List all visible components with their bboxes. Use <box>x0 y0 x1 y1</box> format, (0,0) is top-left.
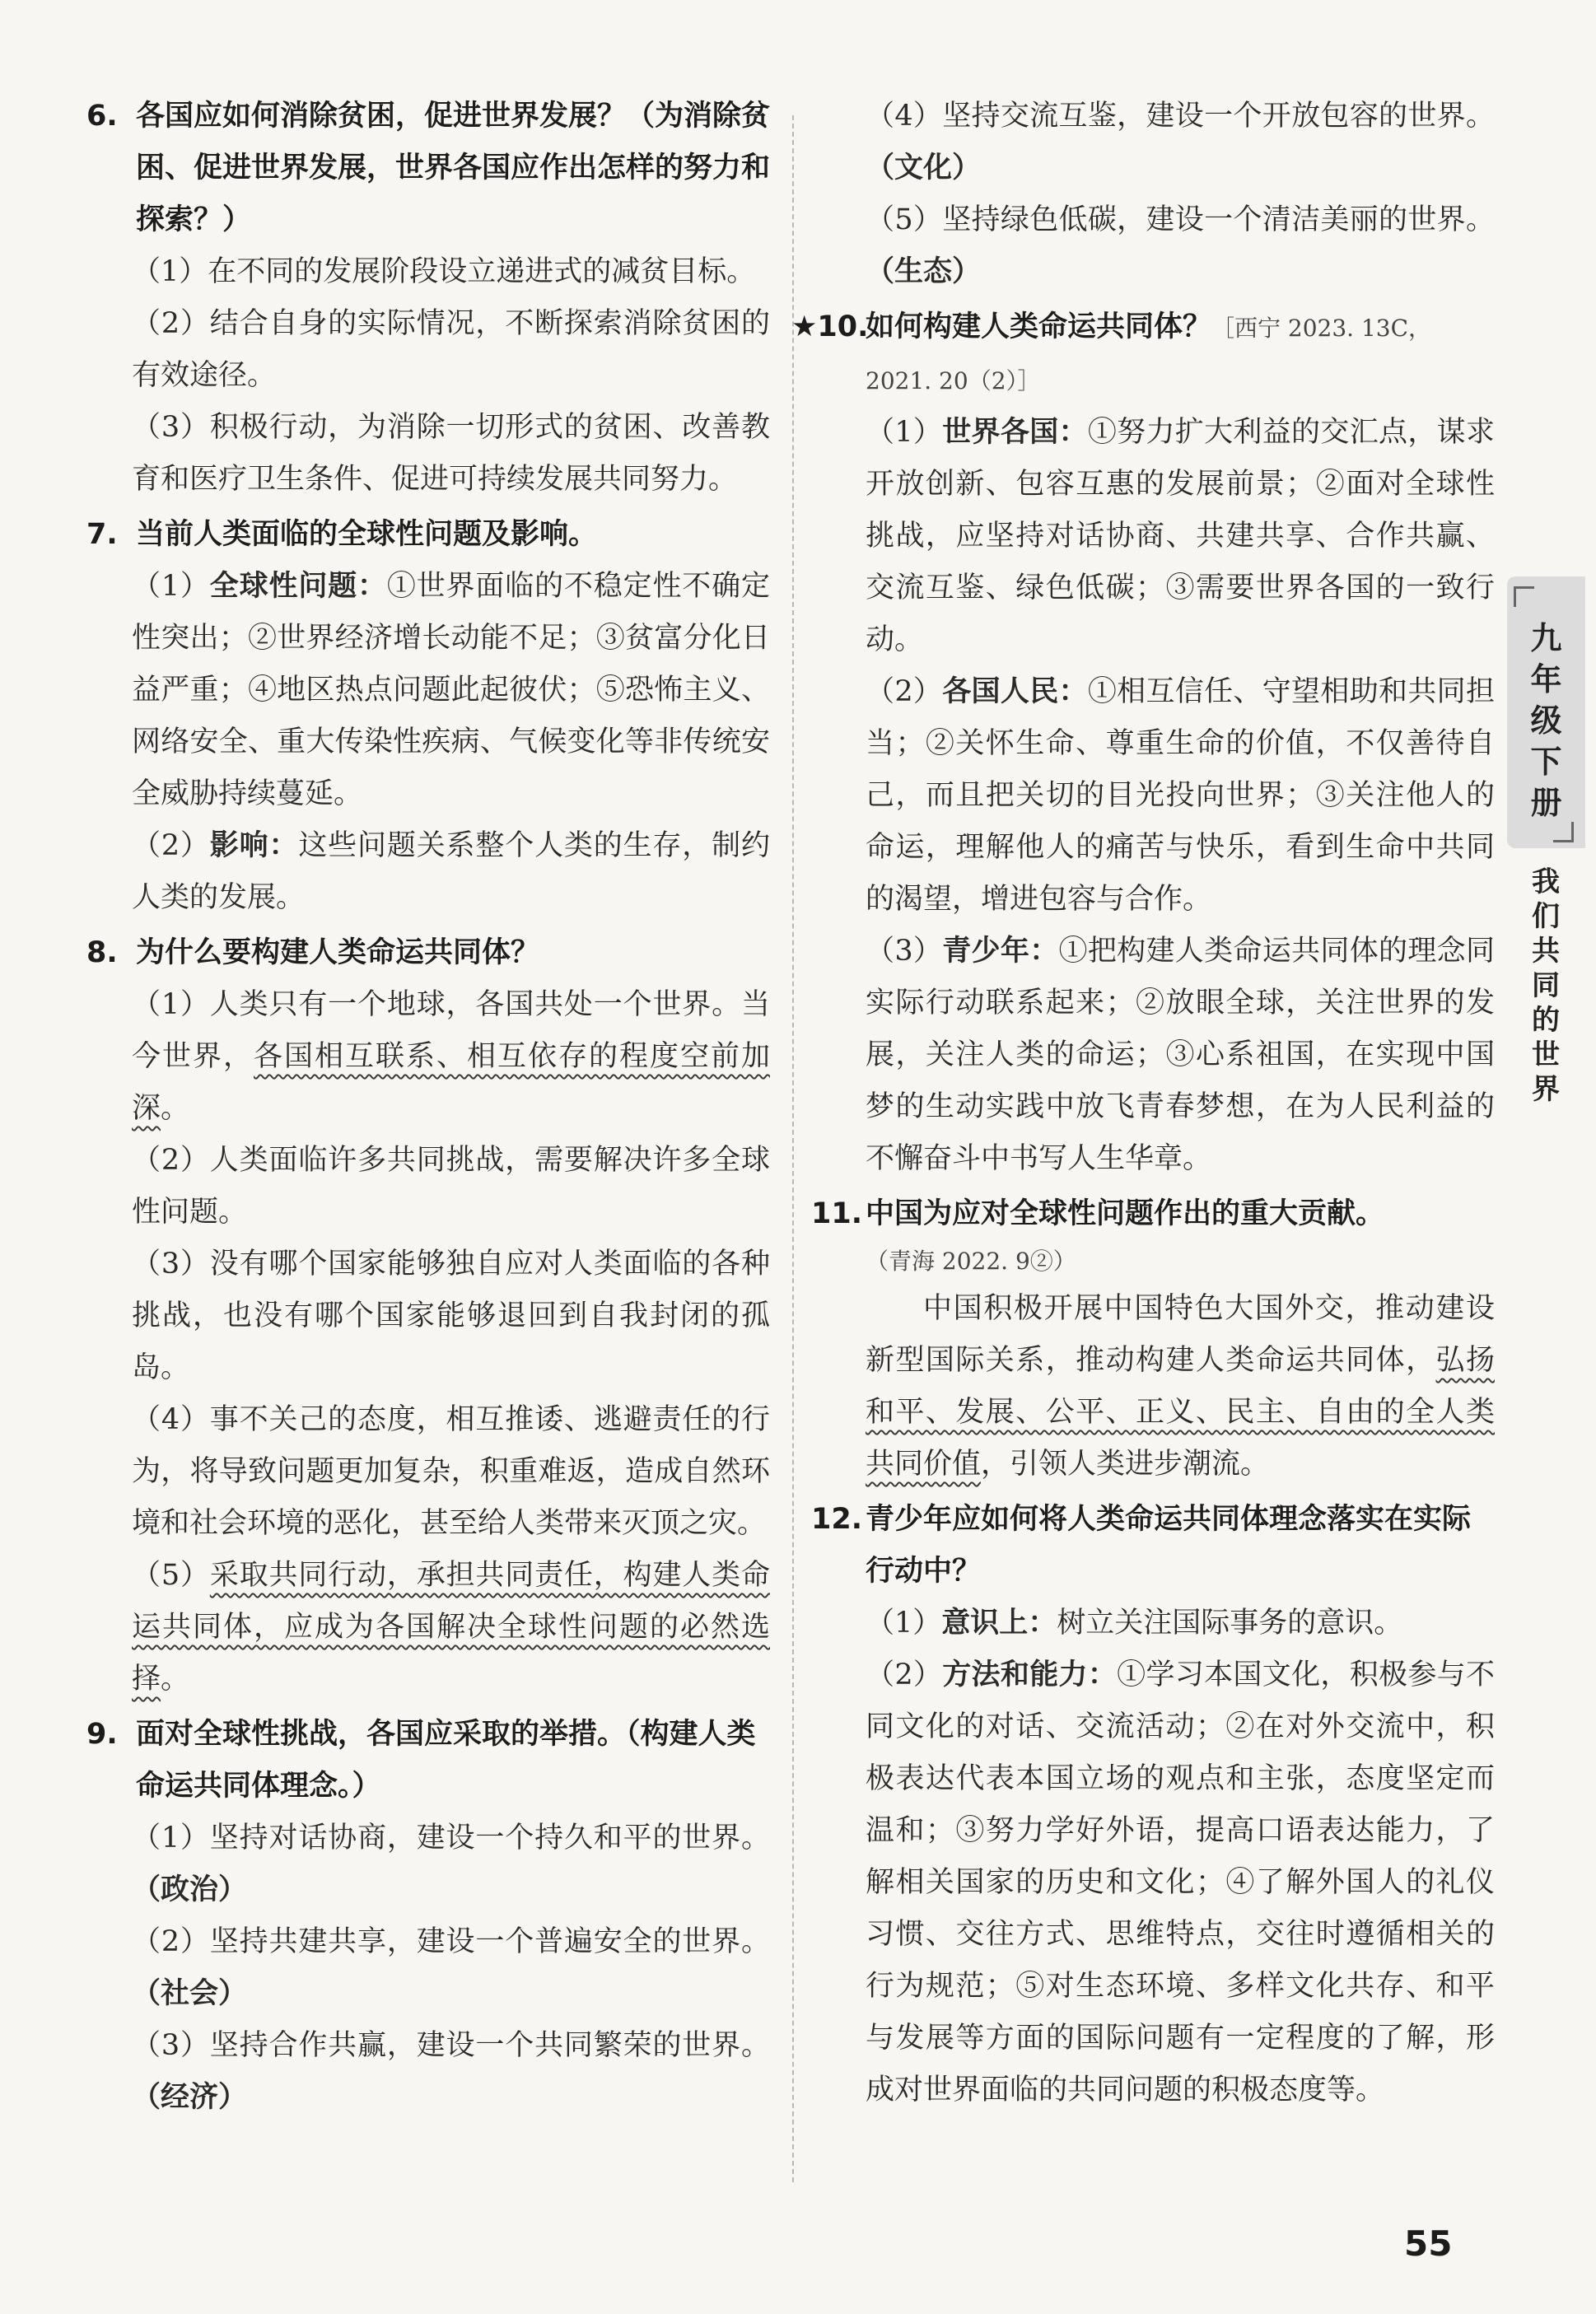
tab-bracket-bottom <box>1553 822 1574 842</box>
page-number: 55 <box>1404 2223 1453 2264</box>
unit-label: 我们共同的世界 <box>1532 865 1560 1106</box>
question-6 <box>86 91 770 506</box>
left-column <box>86 91 770 2127</box>
tab-bracket-top <box>1514 586 1534 607</box>
question-text: 当前人类面临的全球性问题及影响。 <box>136 518 598 551</box>
answer-item <box>86 1550 770 1705</box>
item-text: （1）人类只有一个地球，各国共处一个世界。当今世界， <box>132 988 770 1073</box>
answer-item <box>811 91 1495 194</box>
question-number: 8. <box>86 936 118 969</box>
item-lead: 世界各国： <box>942 416 1088 449</box>
exam-reference: （青海 2022. 9②） <box>866 1248 1076 1275</box>
item-tag: （政治） <box>132 1873 248 1906</box>
item-text: ①把构建人类命运共同体的理念同实际行动联系起来；②放眼全球，关注世界的发展，关注人类的命运；③心系祖国，在实现中国梦的生动实践中放飞青春梦想，在为人民利益的不懈奋斗中书写人生华章。 <box>866 935 1495 1175</box>
answer-item: （3）没有哪个国家能够独自应对人类面临的各种挑战，也没有哪个国家能够退回到自我封闭的孤岛。 <box>132 1248 770 1384</box>
question-title <box>811 1494 1495 1598</box>
item-lead: 青少年： <box>942 935 1059 968</box>
answer-item <box>86 979 770 1135</box>
question-text: 为什么要构建人类命运共同体？ <box>136 936 540 969</box>
question-number: 7. <box>86 518 118 551</box>
item-lead: 意识上： <box>941 1607 1057 1640</box>
question-title <box>811 1188 1495 1240</box>
question-9 <box>86 1709 770 2124</box>
question-number: ★10. <box>791 310 869 343</box>
item-lead: 方法和能力： <box>942 1659 1118 1691</box>
answer-item <box>86 561 770 820</box>
question-8 <box>86 927 770 1705</box>
item-prefix: （1） <box>132 570 210 603</box>
question-number: 6. <box>86 100 118 133</box>
key-point-underlined: 各国相互联系、相互依存的程度空前加深 <box>132 1040 770 1125</box>
answer-item <box>811 1649 1495 2116</box>
exam-reference: ［西宁 2023. 13C，2021. 20（2）］ <box>866 315 1432 394</box>
answer-item <box>86 1812 770 1916</box>
item-text: ，引领人类进步潮流。 <box>981 1448 1270 1481</box>
item-text: 树立关注国际事务的意识。 <box>1057 1607 1403 1640</box>
answer-item: （2）结合自身的实际情况，不断探索消除贫困的有效途径。 <box>132 307 770 392</box>
question-text: 如何构建人类命运共同体？ <box>866 310 1212 343</box>
item-prefix: （3） <box>866 935 943 968</box>
question-number: 12. <box>811 1503 863 1536</box>
item-text: （1）坚持对话协商，建设一个持久和平的世界。 <box>132 1822 770 1854</box>
answer-item <box>811 666 1495 926</box>
question-9-continued <box>811 91 1495 298</box>
right-column <box>791 91 1495 2120</box>
question-12 <box>811 1494 1495 2116</box>
item-prefix: （2） <box>866 1659 943 1691</box>
question-text: 各国应如何消除贫困，促进世界发展？（为消除贫困、促进世界发展，世界各国应作出怎样的努力和探索？） <box>136 100 771 236</box>
question-title <box>791 301 1495 407</box>
question-number: 9. <box>86 1718 118 1751</box>
item-tag: （经济） <box>132 2081 248 2114</box>
answer-item <box>86 820 770 924</box>
item-prefix: （1） <box>866 1607 942 1640</box>
item-text: 这些问题关系整个人类的生存，制约人类的发展。 <box>132 829 770 914</box>
answer-item <box>811 926 1495 1185</box>
answer-item <box>811 194 1495 298</box>
answer-item <box>811 1283 1495 1491</box>
item-lead: 影响： <box>209 829 299 862</box>
key-point-underlined: 采取共同行动，承担共同责任，构建人类命运共同体，应成为各国解决全球性问题的必然选择 <box>132 1559 770 1696</box>
item-prefix: （5） <box>132 1559 210 1592</box>
answer-item <box>811 1598 1495 1649</box>
item-text: （2）坚持共建共享，建设一个普遍安全的世界。 <box>132 1925 770 1958</box>
question-number: 11. <box>811 1197 863 1230</box>
grade-label: 九年级下册 <box>1530 620 1562 821</box>
item-text: 。 <box>161 1092 190 1125</box>
answer-item: （1）在不同的发展阶段设立递进式的减贫目标。 <box>132 255 756 288</box>
question-text: 青少年应如何将人类命运共同体理念落实在实际行动中？ <box>866 1503 1472 1588</box>
column-divider <box>792 115 794 2182</box>
question-title <box>86 509 770 561</box>
item-text: 中国积极开展中国特色大国外交，推动建设新型国际关系，推动构建人类命运共同体， <box>866 1292 1495 1377</box>
item-text: 。 <box>161 1663 190 1696</box>
answer-item: （4）事不关己的态度，相互推诿、逃避责任的行为，将导致问题更加复杂，积重难返，造成自然环境和社会环境的恶化，甚至给人类带来灭顶之灾。 <box>132 1403 770 1540</box>
question-7 <box>86 509 770 924</box>
item-prefix: （2） <box>866 675 943 708</box>
item-prefix: （2） <box>132 829 210 862</box>
item-tag: （文化） <box>866 152 982 184</box>
item-lead: 各国人民： <box>942 675 1088 708</box>
question-11 <box>811 1188 1495 1491</box>
item-text: （5）坚持绿色低碳，建设一个清洁美丽的世界。 <box>866 203 1495 236</box>
question-title <box>86 91 770 246</box>
item-tag: （生态） <box>866 255 982 288</box>
item-text: ①世界面临的不稳定性不确定性突出；②世界经济增长动能不足；③贫富分化日益严重；④地区热点问题此起彼伏；⑤恐怖主义、网络安全、重大传染性疾病、气候变化等非传统安全威胁持续蔓延。 <box>132 570 770 810</box>
answer-item: （3）积极行动，为消除一切形式的贫困、改善教育和医疗卫生条件、促进可持续发展共同努力。 <box>132 411 770 496</box>
answer-item <box>811 407 1495 666</box>
key-point-underlined: 弘扬和平、发展、公平、正义、民主、自由的全人类共同价值 <box>866 1344 1495 1481</box>
item-text: （3）坚持合作共赢，建设一个共同繁荣的世界。 <box>132 2029 770 2062</box>
answer-item: （2）人类面临许多共同挑战，需要解决许多全球性问题。 <box>132 1144 770 1229</box>
item-text: ①相互信任、守望相助和共同担当；②关怀生命、尊重生命的价值，不仅善待自己，而且把关切的目光投向世界；③关注他人的命运，理解他人的痛苦与快乐，看到生命中共同的渴望，增进包容与合作。 <box>866 675 1495 916</box>
item-text: ①学习本国文化，积极参与不同文化的对话、交流活动；②在对外交流中，积极表达代表本国立场的观点和主张，态度坚定而温和；③努力学好外语，提高口语表达能力，了解相关国家的历史和文化；④了解外国人的礼仪习惯、交往方式、思维特点，交往时遵循相关的行为规范；⑤对生态环境、多样文化共存、和平与发展等方面的国际问题有一定程度的了解，形成对世界面临的共同问题的积极态度等。 <box>866 1659 1495 2106</box>
item-tag: （社会） <box>132 1977 248 2010</box>
question-text: 中国为应对全球性问题作出的重大贡献。 <box>866 1197 1385 1230</box>
answer-item <box>86 2020 770 2124</box>
item-lead: 全球性问题： <box>209 570 387 603</box>
question-text: 面对全球性挑战，各国应采取的举措。（构建人类命运共同体理念。） <box>136 1718 756 1803</box>
question-10 <box>791 301 1495 1185</box>
item-prefix: （1） <box>866 416 943 449</box>
item-text: ①努力扩大利益的交汇点，谋求开放创新、包容互惠的发展前景；②面对全球性挑战，应坚持对话协商、共建共享、合作共赢、交流互鉴、绿色低碳；③需要世界各国的一致行动。 <box>866 416 1495 656</box>
answer-item <box>86 1916 770 2020</box>
item-text: （4）坚持交流互鉴，建设一个开放包容的世界。 <box>866 100 1495 133</box>
question-title <box>86 927 770 979</box>
question-title <box>86 1709 770 1812</box>
